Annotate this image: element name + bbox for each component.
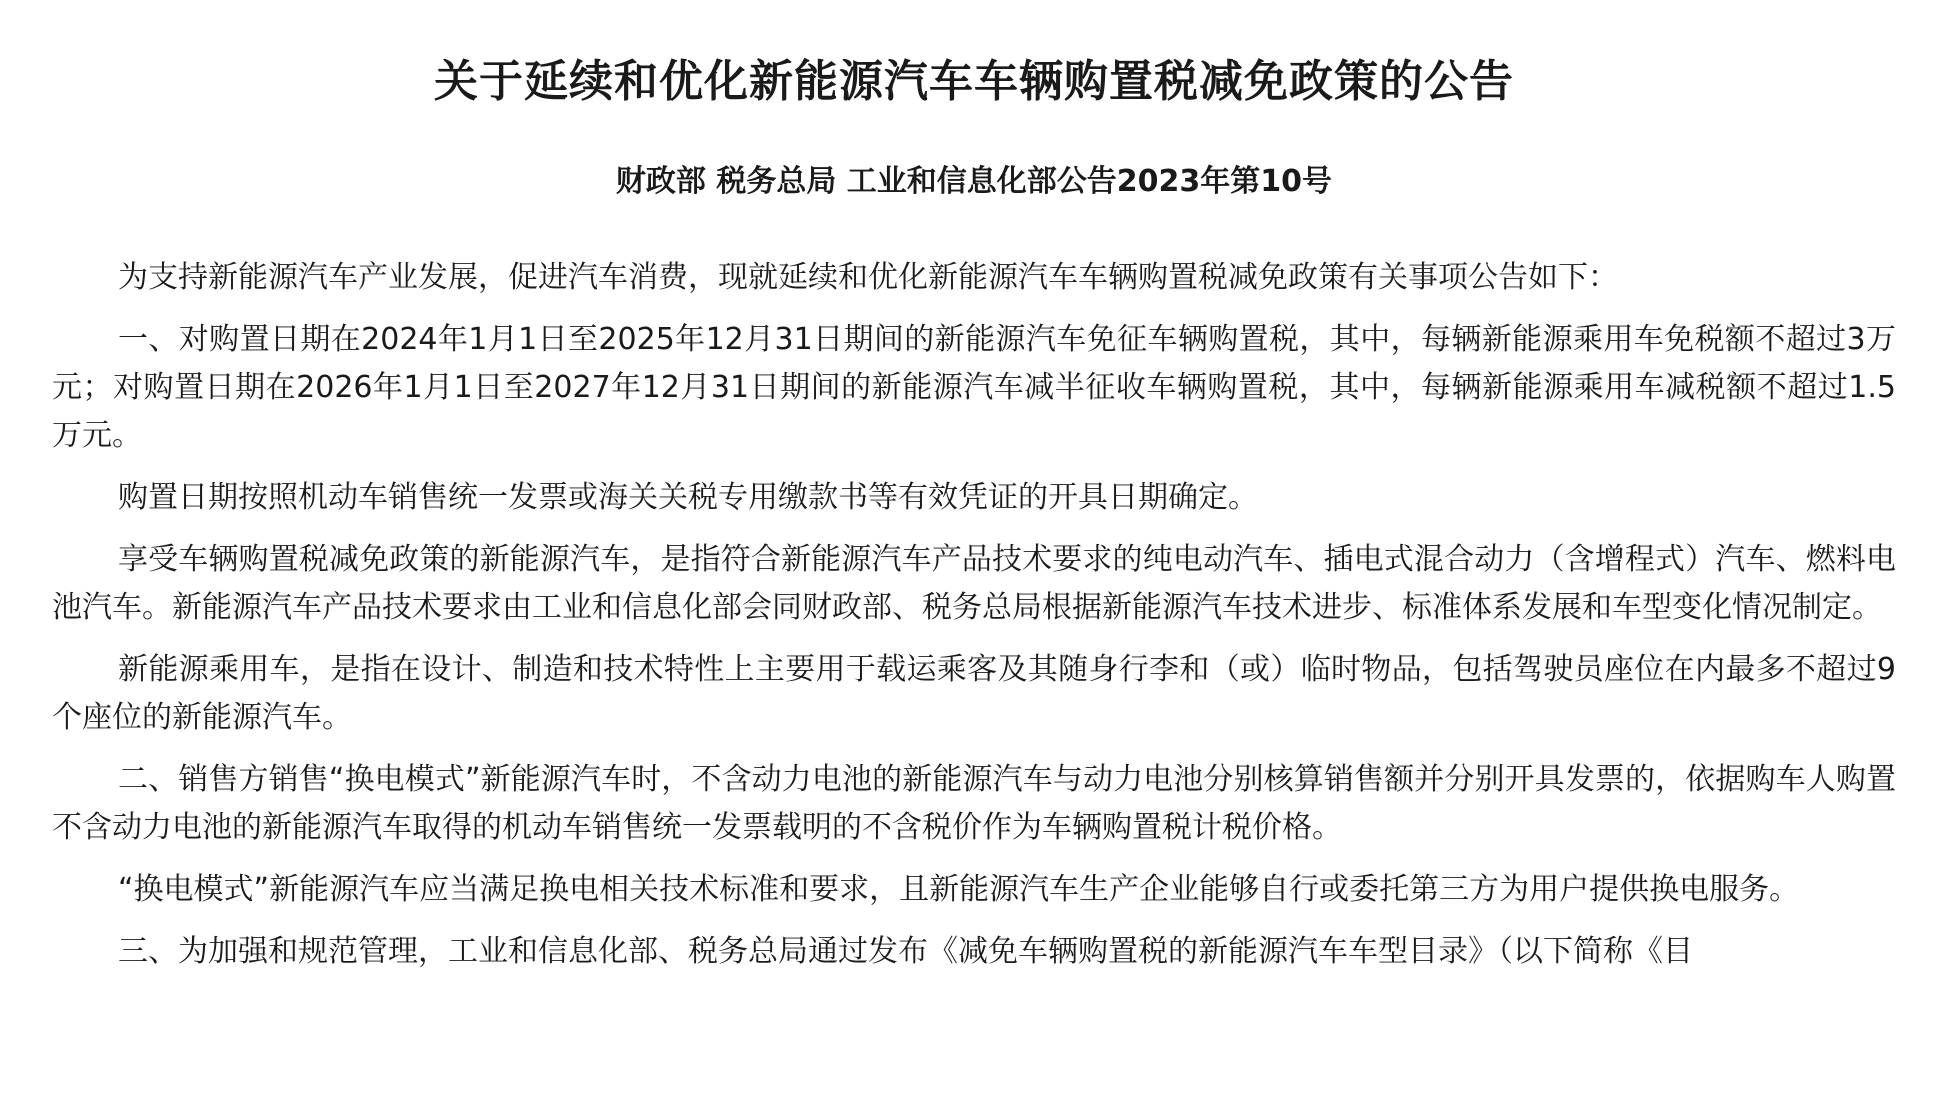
- paragraph-intro: 为支持新能源汽车产业发展，促进汽车消费，现就延续和优化新能源汽车车辆购置税减免政策有关事项公告如下：: [118, 260, 1618, 295]
- paragraph-battery-swap: “换电模式”新能源汽车应当满足换电相关技术标准和要求，且新能源汽车生产企业能够自行或委托第三方为用户提供换电服务。: [118, 872, 1800, 907]
- paragraph-section-2: 二、销售方销售“换电模式”新能源汽车时，不含动力电池的新能源汽车与动力电池分别核算销售额并分别开具发票的，依据购车人购置不含动力电池的新能源汽车取得的机动车销售统一发票载明的不含税价作为车辆购置税计税价格。: [52, 762, 1896, 845]
- paragraph-nev-definition: 享受车辆购置税减免政策的新能源汽车，是指符合新能源汽车产品技术要求的纯电动汽车、插电式混合动力（含增程式）汽车、燃料电池汽车。新能源汽车产品技术要求由工业和信息化部会同财政部、税务总局根据新能源汽车技术进步、标准体系发展和车型变化情况制定。: [52, 542, 1896, 625]
- paragraph-passenger-car-definition: 新能源乘用车，是指在设计、制造和技术特性上主要用于载运乘客及其随身行李和（或）临时物品，包括驾驶员座位在内最多不超过9个座位的新能源汽车。: [52, 652, 1896, 735]
- page-title: 关于延续和优化新能源汽车车辆购置税减免政策的公告: [434, 56, 1514, 107]
- paragraph-purchase-date: 购置日期按照机动车销售统一发票或海关关税专用缴款书等有效凭证的开具日期确定。: [118, 480, 1258, 515]
- paragraph-section-3: 三、为加强和规范管理，工业和信息化部、税务总局通过发布《减免车辆购置税的新能源汽车车型目录》（以下简称《目: [118, 934, 1693, 969]
- paragraph-section-1: 一、对购置日期在2024年1月1日至2025年12月31日期间的新能源汽车免征车辆购置税，其中，每辆新能源乘用车免税额不超过3万元；对购置日期在2026年1月1日至2027年12月31日期间的新能源汽车减半征收车辆购置税，其中，每辆新能源乘用车减税额不超过1.5万元。: [52, 322, 1896, 453]
- announcement-number: 财政部 税务总局 工业和信息化部公告2023年第10号: [615, 164, 1333, 199]
- document-body: [52, 254, 1896, 990]
